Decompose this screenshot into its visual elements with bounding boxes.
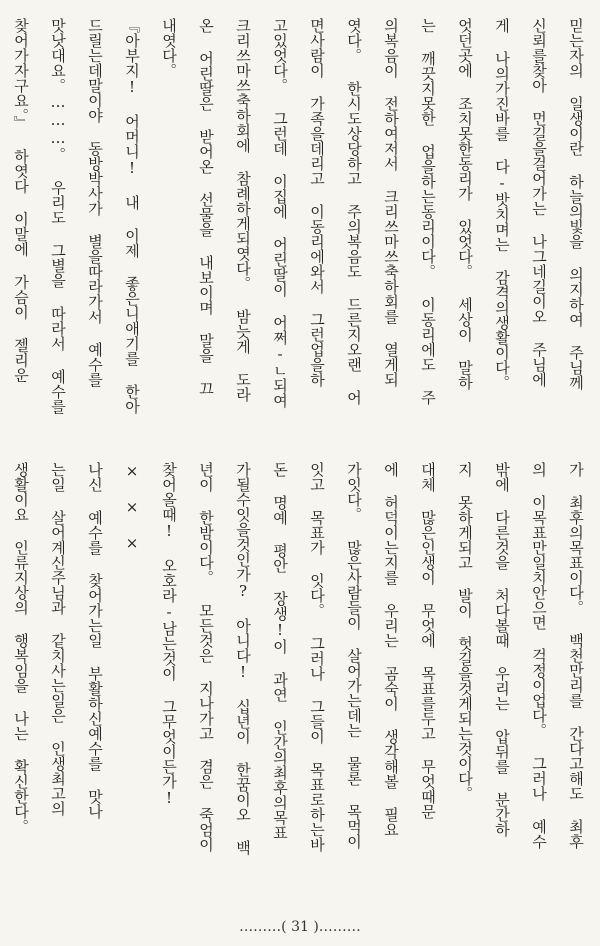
text-column: 돈 명예 평안 장생!이 과연 인간의최후의목표 <box>271 462 289 840</box>
text-column: 의복음이 전하여저서 크리쓰마쓰축하회를 열게되 <box>382 18 400 387</box>
text-column: 찾어가자구요。』 하엿다 이말에 가슴이 젤리운 <box>12 18 30 383</box>
text-column: 밖에 다른것을 처다볼때 우리는 압뒤를 분간하 <box>493 462 511 837</box>
text-column: 나신 예수를 찾어가는일 부활하신예수를 맛나 <box>86 462 104 819</box>
text-column: 신뢰를찾아 먼길을걸어가는 나그네길이오 주님에 <box>530 18 548 387</box>
text-column: 온 어린딸은 받어온 선물을 내보이며 말을 끄 <box>197 18 215 396</box>
upper-text-block <box>12 18 590 450</box>
text-column: 대체 많은인생이 무엇에 목표를두고 무엇때문 <box>419 462 437 819</box>
text-column: 잇고 목표가 잇다。 그러나 그들이 목표로하는바 <box>308 462 326 852</box>
text-column: 믿는자의 일생이란 하늘의빛을 의지하여 주님께 <box>567 18 585 390</box>
text-column: 맛낫대요。………。 우리도 그별을 따라서 예수를 <box>49 18 67 414</box>
text-column: 크리쓰마쓰축하회에 참례하게되엿다。 밤늣게 도라 <box>234 18 252 402</box>
text-column: 에 허덕이는지를 우리는 곰숙이 생각해볼 필요 <box>382 462 400 837</box>
page-number: ………( 31 )……… <box>239 919 361 935</box>
text-column: 가잇다。 많은사람들이 살어가는데는 물론 목먹이 <box>345 462 363 849</box>
text-column: × × × <box>123 462 141 552</box>
text-column: 는일 살어계신주님과 같치사는일은 인생최고의 <box>49 462 67 816</box>
text-column: 생활이요 인류지상의 행복임을 나는 확신한다。 <box>12 462 30 834</box>
text-column: 가될수잇을것인가? 아니다! 십년이 한꿈이오 백 <box>234 462 252 855</box>
text-column: 면사람이 가족을데리고 이동리에와서 그런업을하 <box>308 18 326 387</box>
text-column: 는 깨끗지못한 업을하는동리이다。 이동리에도 주 <box>419 18 437 405</box>
text-column: 년이 한밤이다。 모든것은 지나가고 겸은 죽엄이 <box>197 462 215 852</box>
text-column: 드릴는데말이야 동방박사가 별을따라가서 예수를 <box>86 18 104 387</box>
text-column: 의 이목표만일치안으면 걱정이업다。 그러나 예수 <box>530 462 548 849</box>
section-divider <box>22 457 586 458</box>
text-column: 찾어올때! 오호라-남는것이 그무엇이든가! <box>160 462 178 807</box>
text-column: 내엿다。 <box>160 18 178 78</box>
text-column: 지 못하게되고 발이 헛길을것게되는것이다。 <box>456 462 474 801</box>
text-column: 고있엇다。 그런데 이집에 어린딸이 어쩌-ㄴ되여 <box>271 18 289 408</box>
text-column: 엿다。 한시도상당하고 주의복음도 드른지오랜 어 <box>345 18 363 405</box>
text-column: 『아부지! 어머니! 내 이제 좋은니애기를 한아 <box>123 18 141 414</box>
text-column: 게 나의가진바를 다-밧치며는 감격의생활이다。 <box>493 18 511 390</box>
lower-text-block <box>12 462 590 914</box>
text-column: 가 최후의목표이다。 백천만리를 간다고해도 최후 <box>567 462 585 849</box>
text-column: 엇던곳에 조치못한동리가 있엇다。 세상이 말하 <box>456 18 474 390</box>
